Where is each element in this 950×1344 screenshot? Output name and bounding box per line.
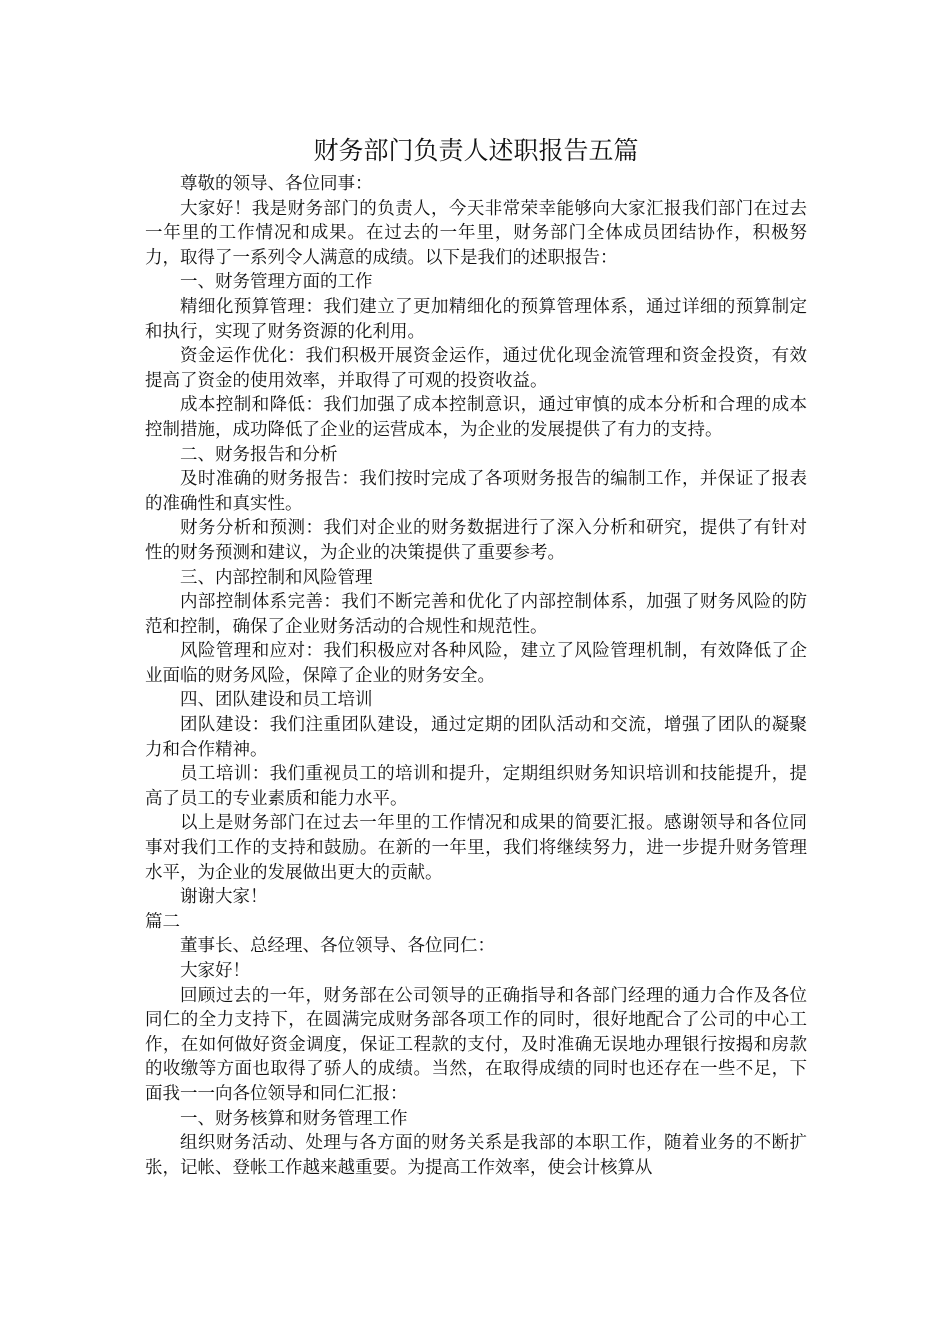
paragraph: 风险管理和应对：我们积极应对各种风险，建立了风险管理机制，有效降低了企业面临的财务风险，保障了企业的财务安全。 xyxy=(145,641,807,686)
section-label: 篇二 xyxy=(145,911,180,932)
paragraph: 谢谢大家！ xyxy=(180,887,268,908)
paragraph: 精细化预算管理：我们建立了更加精细化的预算管理体系，通过详细的预算制定和执行，实现了财务资源的化利用。 xyxy=(145,296,807,342)
paragraph: 团队建设：我们注重团队建设，通过定期的团队活动和交流，增强了团队的凝聚力和合作精神。 xyxy=(145,715,807,760)
paragraph: 组织财务活动、处理与各方面的财务关系是我部的本职工作，随着业务的不断扩张，记帐、登帐工作越来越重要。为提高工作效率，使会计核算从 xyxy=(145,1133,807,1178)
paragraph: 及时准确的财务报告：我们按时完成了各项财务报告的编制工作，并保证了报表的准确性和真实性。 xyxy=(145,469,807,514)
document-page xyxy=(145,134,807,1180)
paragraph: 二、财务报告和分析 xyxy=(180,444,338,465)
paragraph: 一、财务管理方面的工作 xyxy=(180,272,373,293)
document-body xyxy=(145,172,807,1180)
paragraph: 一、财务核算和财务管理工作 xyxy=(180,1108,408,1129)
paragraph: 财务分析和预测：我们对企业的财务数据进行了深入分析和研究，提供了有针对性的财务预测和建议，为企业的决策提供了重要参考。 xyxy=(145,518,807,563)
paragraph: 回顾过去的一年，财务部在公司领导的正确指导和各部门经理的通力合作及各位同仁的全力支持下，在圆满完成财务部各项工作的同时，很好地配合了公司的中心工作，在如何做好资金调度，保证工程款的支付，及时准确无误地办理银行按揭和房款的收缴等方面也取得了骄人的成绩。当然，在取得成绩的同时也还存在一些不足，下面我一一向各位领导和同仁汇报： xyxy=(145,985,807,1104)
paragraph: 四、团队建设和员工培训 xyxy=(180,690,373,711)
paragraph: 员工培训：我们重视员工的培训和提升，定期组织财务知识培训和技能提升，提高了员工的专业素质和能力水平。 xyxy=(145,764,807,809)
paragraph: 以上是财务部门在过去一年里的工作情况和成果的简要汇报。感谢领导和各位同事对我们工作的支持和鼓励。在新的一年里，我们将继续努力，进一步提升财务管理水平，为企业的发展做出更大的贡献。 xyxy=(145,813,807,883)
paragraph: 内部控制体系完善：我们不断完善和优化了内部控制体系，加强了财务风险的防范和控制，确保了企业财务活动的合规性和规范性。 xyxy=(145,592,807,637)
paragraph: 资金运作优化：我们积极开展资金运作，通过优化现金流管理和资金投资，有效提高了资金的使用效率，并取得了可观的投资收益。 xyxy=(145,346,807,391)
paragraph: 成本控制和降低：我们加强了成本控制意识，通过审慎的成本分析和合理的成本控制措施，成功降低了企业的运营成本，为企业的发展提供了有力的支持。 xyxy=(145,395,807,440)
paragraph: 三、内部控制和风险管理 xyxy=(180,567,373,588)
paragraph: 大家好！ xyxy=(180,961,250,981)
paragraph: 尊敬的领导、各位同事： xyxy=(180,174,373,194)
paragraph: 大家好！我是财务部门的负责人，今天非常荣幸能够向大家汇报我们部门在过去一年里的工作情况和成果。在过去的一年里，财务部门全体成员团结协作，积极努力，取得了一系列令人满意的成绩。以下是我们的述职报告： xyxy=(145,198,807,268)
document-title: 财务部门负责人述职报告五篇 xyxy=(313,136,639,165)
paragraph: 董事长、总经理、各位领导、各位同仁： xyxy=(180,936,495,957)
